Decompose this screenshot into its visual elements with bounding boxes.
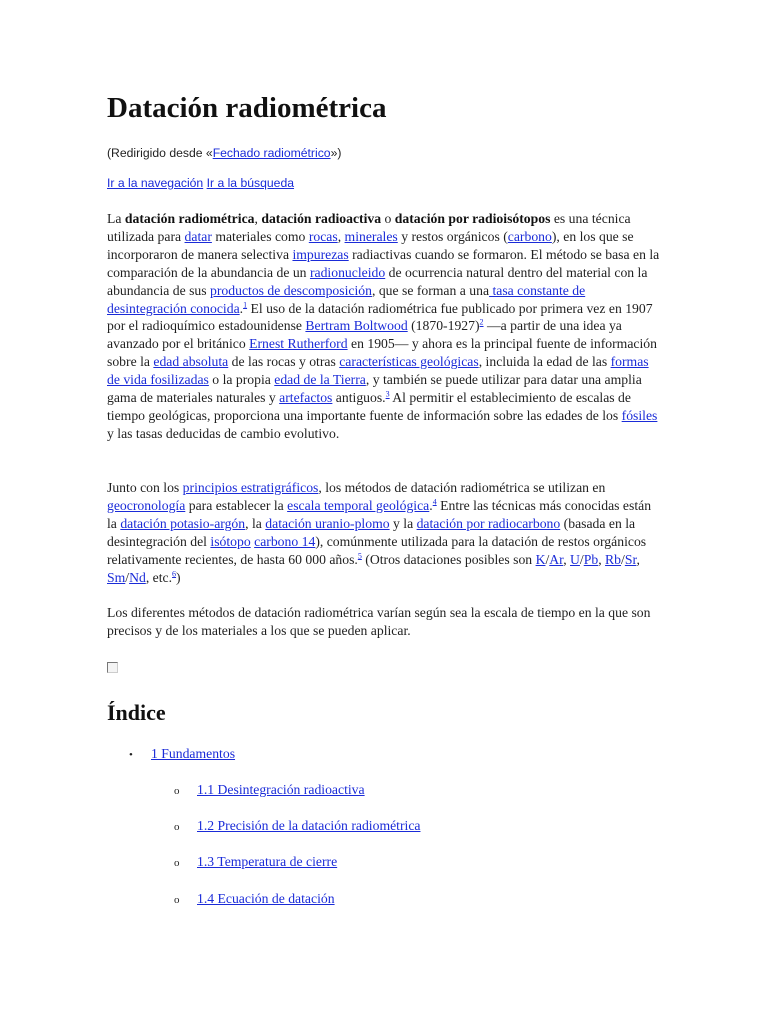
text: La [107, 211, 125, 226]
text: ), comúnmente utilizada para la datación de restos orgánicos relativamente recientes, de hasta 60 000 años. [107, 533, 647, 567]
text: . [429, 497, 433, 513]
text: / [579, 551, 584, 567]
link-bertram-boltwood[interactable]: Bertram Boltwood [305, 318, 408, 334]
text: , [337, 228, 345, 244]
text: , etc. [145, 569, 173, 585]
sub-bullet-icon: o [174, 857, 180, 869]
sub-bullet-icon: o [174, 894, 180, 906]
text: , [254, 211, 262, 226]
link-edad-tierra[interactable]: edad de la Tierra [274, 372, 366, 388]
sub-bullet-icon: o [174, 785, 180, 797]
link-k[interactable]: K [535, 551, 546, 567]
redirect-suffix: ») [330, 146, 342, 160]
toc-item-temperatura-cierre[interactable]: 1.3 Temperatura de cierre [197, 854, 338, 869]
text: , que se forman a una [371, 282, 490, 298]
sub-bullet-icon: o [174, 821, 180, 833]
text: o la propia [208, 372, 275, 388]
text: (Otros dataciones posibles son [361, 551, 536, 567]
text: —a partir de una idea ya avanzado por el británico [107, 318, 622, 352]
link-formas-vida-fosilizadas[interactable]: formas de vida fosilizadas [107, 354, 649, 388]
text: Al permitir el establecimiento de escalas de tiempo geológicas, proporciona una importante fuente de información sobre las edades de los [107, 390, 631, 423]
jump-to-search-link[interactable]: Ir a la búsqueda [206, 176, 295, 190]
link-tasa-desintegracion[interactable]: tasa constante de desintegración conocida [107, 282, 586, 316]
link-datar[interactable]: datar [184, 228, 212, 244]
redirect-notice [107, 146, 341, 160]
link-caracteristicas-geologicas[interactable]: características geológicas [339, 354, 479, 370]
text: en 1905— y ahora es la principal fuente de información sobre la [107, 336, 657, 370]
page-title: Datación radiométrica [107, 92, 387, 124]
index-heading: Índice [107, 700, 166, 725]
text: y la [389, 515, 417, 531]
text: Entre las técnicas más conocidas están la [107, 497, 652, 531]
text: / [125, 569, 130, 585]
toc-toggle-checkbox[interactable] [107, 662, 118, 673]
citation-link[interactable]: 6 [172, 568, 177, 578]
text: / [545, 551, 550, 567]
link-impurezas[interactable]: impurezas [292, 246, 349, 262]
link-carbono-14[interactable]: carbono 14 [254, 533, 316, 549]
text: , la [245, 515, 266, 531]
link-rb[interactable]: Rb [605, 551, 622, 567]
text: , los métodos de datación radiométrica se utilizan en [318, 480, 606, 495]
text: radiactivas cuando se formaron. El método se basa en la comparación de la abundancia de un [107, 246, 660, 280]
text: , y también se puede utilizar para datar una amplia gama de materiales naturales y [107, 372, 642, 406]
toc-item-precision-datacion[interactable]: 1.2 Precisión de la datación radiométrica [197, 818, 421, 833]
link-datacion-radiocarbono[interactable]: datación por radiocarbono [416, 515, 561, 531]
redirect-source-link[interactable]: Fechado radiométrico [212, 146, 331, 160]
text: o [381, 211, 395, 226]
link-minerales[interactable]: minerales [344, 228, 398, 244]
link-isotopo[interactable]: isótopo [210, 533, 251, 549]
text: y restos orgánicos ( [397, 228, 508, 244]
link-geocronologia[interactable]: geocronología [107, 497, 186, 513]
text: antiguos. [332, 390, 386, 406]
link-ernest-rutherford[interactable]: Ernest Rutherford [249, 336, 348, 352]
jump-links [107, 176, 294, 190]
citation-link[interactable]: 1 [243, 299, 248, 309]
link-nd[interactable]: Nd [129, 569, 146, 585]
text: , [563, 551, 571, 567]
link-radionucleido[interactable]: radionucleido [309, 264, 386, 280]
text: y las tasas deducidas de cambio evolutivo. [107, 425, 340, 441]
text: de ocurrencia natural dentro del material con la abundancia de sus [107, 264, 648, 298]
link-productos-descomposicion[interactable]: productos de descomposición [210, 282, 372, 298]
text: es una técnica utilizada para [107, 211, 631, 244]
text: ) [176, 569, 181, 585]
link-edad-absoluta[interactable]: edad absoluta [153, 354, 229, 370]
link-rocas[interactable]: rocas [308, 228, 338, 244]
text: / [621, 551, 625, 567]
text: , [598, 551, 606, 567]
text: , [636, 551, 640, 567]
text: , incluida la edad de las [478, 354, 611, 370]
citation-link[interactable]: 5 [357, 551, 362, 561]
bold-term: datación radiométrica [124, 211, 255, 226]
bold-term: datación por radioisótopos [394, 211, 551, 226]
text: . [239, 300, 244, 316]
toc-item-fundamentos[interactable]: 1 Fundamentos [151, 746, 236, 761]
text: El uso de la datación radiométrica fue publicado por primera vez en 1907 por el radioquímico estadounidense [107, 300, 653, 334]
text: ), en los que se incorporaron de manera selectiva [107, 228, 634, 262]
bold-term: datación radioactiva [261, 211, 382, 226]
precision-paragraph: Los diferentes métodos de datación radiométrica varían según sea la escala de tiempo en la que son precisos y de los materiales a los que se pueden aplicar. [107, 605, 651, 638]
toc-item-ecuacion-datacion[interactable]: 1.4 Ecuación de datación [197, 891, 335, 906]
link-u[interactable]: U [570, 551, 580, 567]
link-fosiles[interactable]: fósiles [621, 407, 658, 423]
link-principios-estratigraficos[interactable]: principios estratigráficos [182, 480, 319, 495]
toc-item-desintegracion-radioactiva[interactable]: 1.1 Desintegración radioactiva [197, 782, 365, 797]
link-sr[interactable]: Sr [624, 551, 637, 567]
text: para establecer la [185, 497, 288, 513]
text: (basada en la desintegración del [107, 515, 636, 549]
link-sm[interactable]: Sm [107, 569, 126, 585]
jump-to-navigation-link[interactable]: Ir a la navegación [107, 176, 204, 190]
link-ar[interactable]: Ar [549, 551, 564, 567]
link-carbono[interactable]: carbono [507, 228, 552, 244]
link-pb[interactable]: Pb [583, 551, 599, 567]
link-artefactos[interactable]: artefactos [279, 390, 333, 406]
redirect-prefix: (Redirigido desde « [107, 146, 213, 160]
citation-link[interactable]: 3 [385, 389, 390, 399]
text: (1870-1927) [407, 318, 480, 334]
text: Junto con los [107, 480, 183, 495]
text: de las rocas y otras [228, 354, 340, 370]
bullet-icon: • [129, 749, 133, 761]
link-datacion-potasio-argon[interactable]: datación potasio-argón [120, 515, 246, 531]
link-escala-temporal-geologica[interactable]: escala temporal geológica [287, 497, 430, 513]
methods-paragraph [107, 479, 663, 586]
link-datacion-uranio-plomo[interactable]: datación uranio-plomo [265, 515, 390, 531]
citation-link[interactable]: 4 [432, 497, 437, 507]
text: materiales como [211, 228, 309, 244]
citation-link[interactable]: 2 [479, 317, 484, 327]
intro-paragraph [107, 210, 663, 443]
